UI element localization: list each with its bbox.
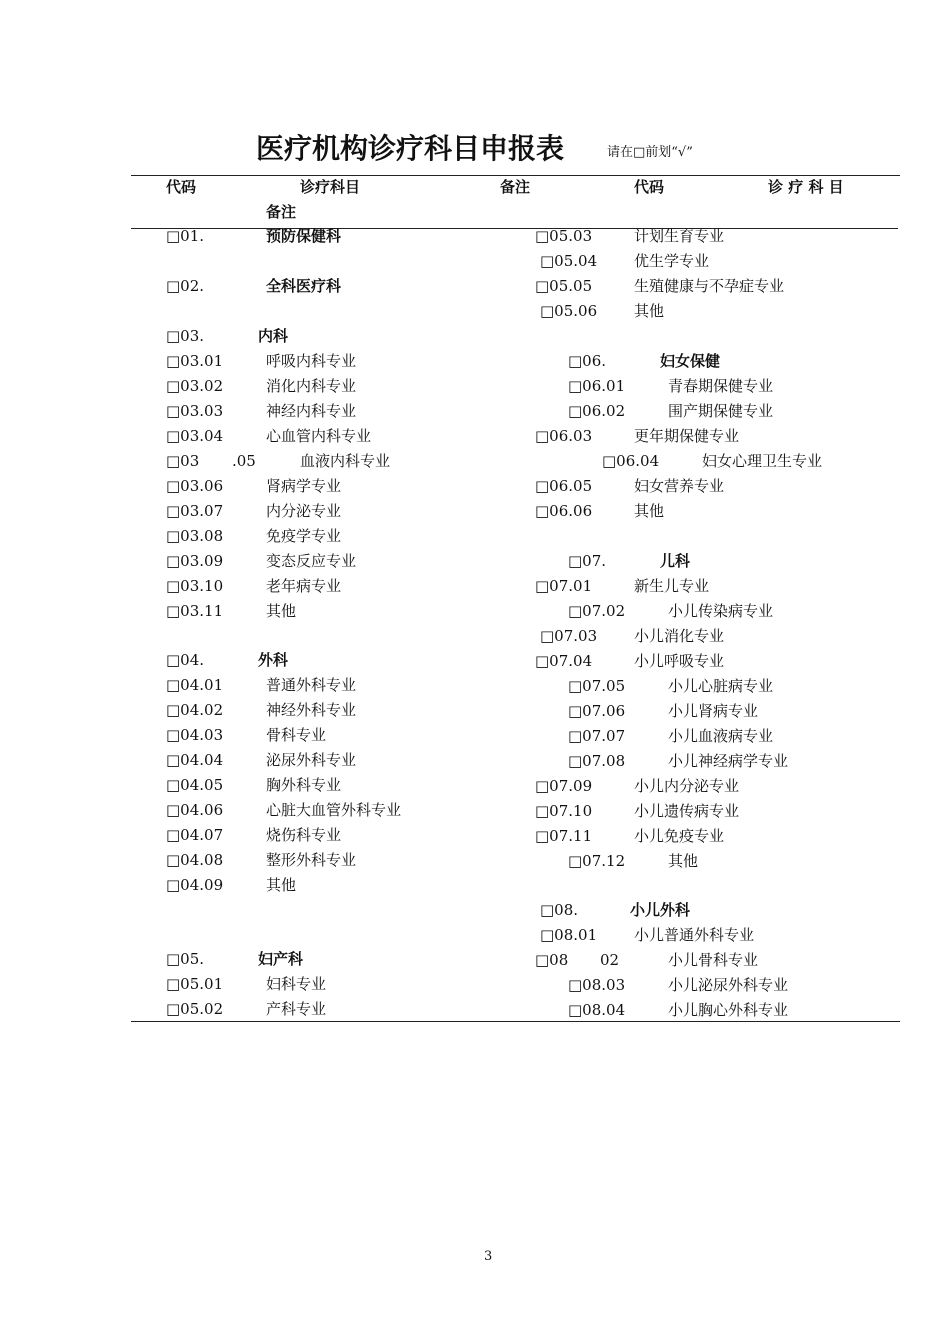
subject-category: 外科 (258, 651, 289, 669)
subject-name: 其他 (668, 852, 699, 870)
subject-name: 小儿消化专业 (634, 627, 725, 645)
header-bottom-rule (131, 228, 898, 229)
subject-name: 其他 (266, 602, 297, 620)
subject-code: □07.04 (535, 652, 593, 670)
subject-name: 心脏大血管外科专业 (266, 801, 402, 819)
subject-code: □07.05 (568, 677, 626, 695)
subject-code: □04.06 (166, 801, 224, 819)
header-code-left: 代码 (166, 178, 197, 196)
page-title: 医疗机构诊疗科目申报表 (256, 132, 565, 165)
subject-category: 预防保健科 (266, 227, 342, 245)
subject-code: □04.05 (166, 776, 224, 794)
subject-code: □07.12 (568, 852, 626, 870)
subject-code: □06.01 (568, 377, 626, 395)
subject-name: 小儿内分泌专业 (634, 777, 740, 795)
subject-code: □04.07 (166, 826, 224, 844)
subject-name: 其他 (634, 502, 665, 520)
subject-name: 小儿肾病专业 (668, 702, 759, 720)
subject-code: □01. (166, 227, 205, 245)
subject-code: □03.08 (166, 527, 224, 545)
subject-name: 胸外科专业 (266, 776, 342, 794)
subject-code: □04.08 (166, 851, 224, 869)
subject-code: □06.02 (568, 402, 626, 420)
subject-code: □05.04 (540, 252, 598, 270)
subject-code: □08. (540, 901, 579, 919)
subject-code: □07.11 (535, 827, 593, 845)
subject-code: □03.11 (166, 602, 224, 620)
subject-code: □05.05 (535, 277, 593, 295)
subject-code-part: .05 (232, 452, 256, 470)
subject-name: 老年病专业 (266, 577, 342, 595)
subject-code: □07.08 (568, 752, 626, 770)
subject-name: 整形外科专业 (266, 851, 357, 869)
subject-code: □04.02 (166, 701, 224, 719)
subject-code: □03.07 (166, 502, 224, 520)
subject-code: □02. (166, 277, 205, 295)
subject-code: □06.04 (602, 452, 660, 470)
subject-name: 肾病学专业 (266, 477, 342, 495)
subject-name: 妇女心理卫生专业 (702, 452, 823, 470)
subject-name: 神经外科专业 (266, 701, 357, 719)
subject-name: 围产期保健专业 (668, 402, 774, 420)
header-remark-left: 备注 (500, 178, 531, 196)
subject-code: □03. (166, 327, 205, 345)
subject-code: □03.04 (166, 427, 224, 445)
subject-category: 儿科 (660, 552, 691, 570)
subject-name: 小儿骨科专业 (668, 951, 759, 969)
subject-name: 小儿普通外科专业 (634, 926, 755, 944)
header-subject-left: 诊疗科目 (300, 178, 361, 196)
subject-name: 妇女营养专业 (634, 477, 725, 495)
subject-code: □07.01 (535, 577, 593, 595)
subject-name: 泌尿外科专业 (266, 751, 357, 769)
subject-name: 神经内科专业 (266, 402, 357, 420)
subject-name: 计划生育专业 (634, 227, 725, 245)
subject-name: 优生学专业 (634, 252, 710, 270)
subject-name: 小儿泌尿外科专业 (668, 976, 789, 994)
header-remark-right: 备注 (266, 203, 297, 221)
subject-code: □06. (568, 352, 607, 370)
page-number: 3 (484, 1249, 493, 1264)
subject-code: □07. (568, 552, 607, 570)
subject-category: 妇产科 (258, 950, 304, 968)
subject-name: 小儿血液病专业 (668, 727, 774, 745)
subject-name: 小儿传染病专业 (668, 602, 774, 620)
subject-name: 心血管内科专业 (266, 427, 372, 445)
subject-name: 新生儿专业 (634, 577, 710, 595)
subject-name: 其他 (634, 302, 665, 320)
subject-code: □04.03 (166, 726, 224, 744)
subject-code: □04.09 (166, 876, 224, 894)
subject-name: 小儿心脏病专业 (668, 677, 774, 695)
subject-name: 内分泌专业 (266, 502, 342, 520)
subject-code: □03.06 (166, 477, 224, 495)
subject-name: 小儿呼吸专业 (634, 652, 725, 670)
subject-name: 呼吸内科专业 (266, 352, 357, 370)
subject-code: □08.04 (568, 1001, 626, 1019)
subject-category: 全科医疗科 (266, 277, 342, 295)
subject-name: 骨科专业 (266, 726, 327, 744)
subject-code: □06.03 (535, 427, 593, 445)
subject-code: □08 (535, 951, 569, 969)
subject-code: □05.02 (166, 1000, 224, 1018)
subject-code: □03.09 (166, 552, 224, 570)
header-subject-right: 诊 疗 科 目 (768, 178, 844, 196)
subject-code: □08.01 (540, 926, 598, 944)
header-top-rule (131, 175, 900, 176)
subject-name: 免疫学专业 (266, 527, 342, 545)
subject-name: 烧伤科专业 (266, 826, 342, 844)
subject-name: 其他 (266, 876, 297, 894)
subject-code: □07.03 (540, 627, 598, 645)
subject-code: □05. (166, 950, 205, 968)
subject-name: 小儿神经病学专业 (668, 752, 789, 770)
subject-name: 血液内科专业 (300, 452, 391, 470)
instruction-note: 请在□前划“√” (607, 145, 693, 160)
subject-code: □04. (166, 651, 205, 669)
subject-code: □03.10 (166, 577, 224, 595)
subject-code: □07.07 (568, 727, 626, 745)
subject-category: 妇女保健 (660, 352, 721, 370)
subject-name: 产科专业 (266, 1000, 327, 1018)
subject-name: 生殖健康与不孕症专业 (634, 277, 785, 295)
subject-code: □05.01 (166, 975, 224, 993)
subject-code: □06.06 (535, 502, 593, 520)
subject-code-part: 02 (600, 951, 620, 969)
subject-name: 妇科专业 (266, 975, 327, 993)
subject-name: 更年期保健专业 (634, 427, 740, 445)
header-code-right: 代码 (634, 178, 665, 196)
subject-code: □05.03 (535, 227, 593, 245)
subject-code: □07.06 (568, 702, 626, 720)
subject-code: □03.03 (166, 402, 224, 420)
subject-code: □03 (166, 452, 200, 470)
subject-code: □05.06 (540, 302, 598, 320)
subject-code: □04.04 (166, 751, 224, 769)
subject-name: 小儿免疫专业 (634, 827, 725, 845)
subject-code: □07.10 (535, 802, 593, 820)
subject-code: □04.01 (166, 676, 224, 694)
subject-category: 内科 (258, 327, 289, 345)
subject-code: □07.09 (535, 777, 593, 795)
subject-name: 普通外科专业 (266, 676, 357, 694)
subject-code: □03.01 (166, 352, 224, 370)
subject-category: 小儿外科 (630, 901, 691, 919)
subject-name: 消化内科专业 (266, 377, 357, 395)
table-bottom-rule (131, 1021, 900, 1022)
subject-code: □06.05 (535, 477, 593, 495)
subject-name: 变态反应专业 (266, 552, 357, 570)
subject-code: □03.02 (166, 377, 224, 395)
subject-name: 小儿遗传病专业 (634, 802, 740, 820)
subject-name: 小儿胸心外科专业 (668, 1001, 789, 1019)
subject-name: 青春期保健专业 (668, 377, 774, 395)
subject-code: □07.02 (568, 602, 626, 620)
subject-code: □08.03 (568, 976, 626, 994)
